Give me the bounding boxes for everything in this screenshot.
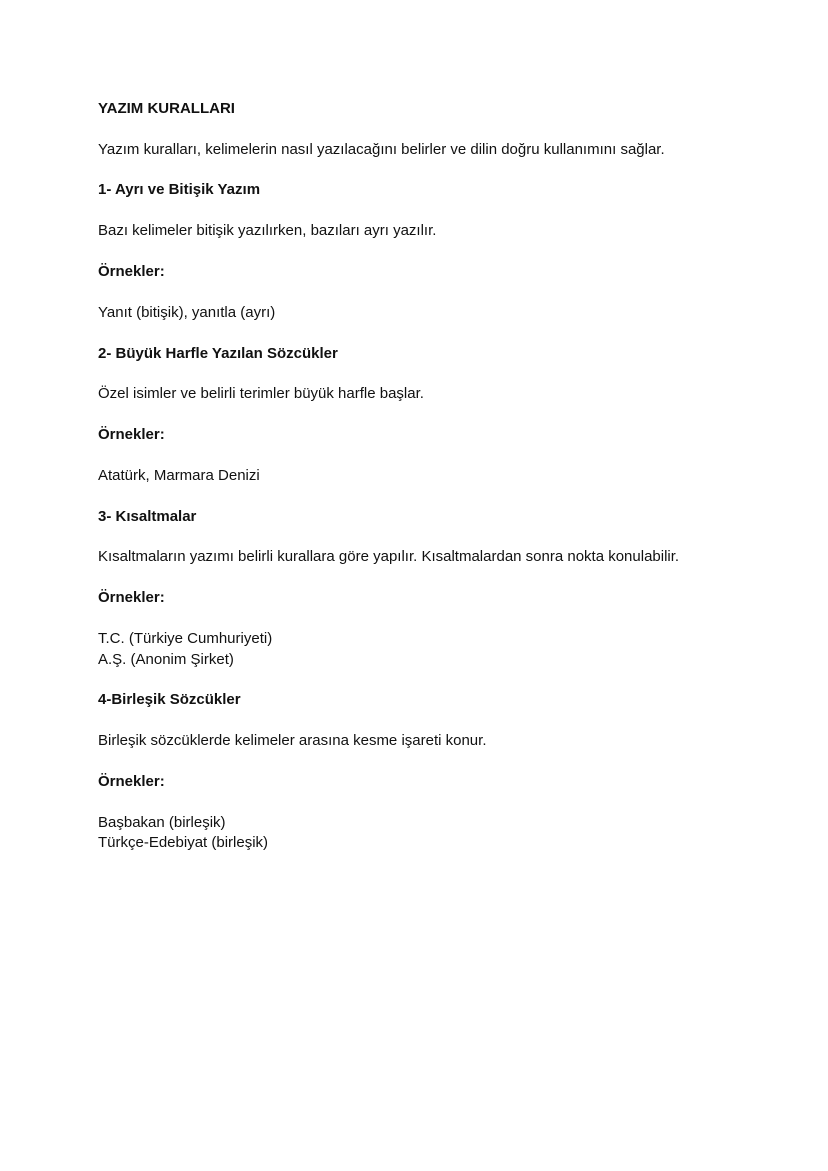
section-2-body: Özel isimler ve belirli terimler büyük harfle başlar.	[98, 385, 424, 402]
intro-paragraph: Yazım kuralları, kelimelerin nasıl yazılacağını belirler ve dilin doğru kullanımını sağlar.	[98, 141, 665, 158]
section-3-examples-label: Örnekler:	[98, 589, 165, 606]
section-4-body: Birleşik sözcüklerde kelimeler arasına kesme işareti konur.	[98, 732, 487, 749]
section-3-heading: 3- Kısaltmalar	[98, 508, 197, 525]
section-2-examples-label: Örnekler:	[98, 426, 165, 443]
section-4-heading: 4-Birleşik Sözcükler	[98, 691, 241, 708]
section-1-body: Bazı kelimeler bitişik yazılırken, bazıları ayrı yazılır.	[98, 222, 437, 239]
section-1-heading: 1- Ayrı ve Bitişik Yazım	[98, 181, 261, 198]
document-title: YAZIM KURALLARI	[98, 100, 235, 117]
section-2-example-1: Atatürk, Marmara Denizi	[98, 467, 260, 484]
section-4-example-1: Başbakan (birleşik)	[98, 814, 226, 831]
section-4-examples-label: Örnekler:	[98, 773, 165, 790]
section-1-example-1: Yanıt (bitişik), yanıtla (ayrı)	[98, 304, 276, 321]
section-2-heading: 2- Büyük Harfle Yazılan Sözcükler	[98, 345, 338, 362]
section-3-body: Kısaltmaların yazımı belirli kurallara göre yapılır. Kısaltmalardan sonra nokta konulabilir.	[98, 548, 680, 565]
section-1-examples-label: Örnekler:	[98, 263, 165, 280]
section-3-example-1: T.C. (Türkiye Cumhuriyeti)	[98, 630, 273, 647]
section-3-example-2: A.Ş. (Anonim Şirket)	[98, 651, 234, 668]
section-4-example-2: Türkçe-Edebiyat (birleşik)	[98, 834, 269, 851]
